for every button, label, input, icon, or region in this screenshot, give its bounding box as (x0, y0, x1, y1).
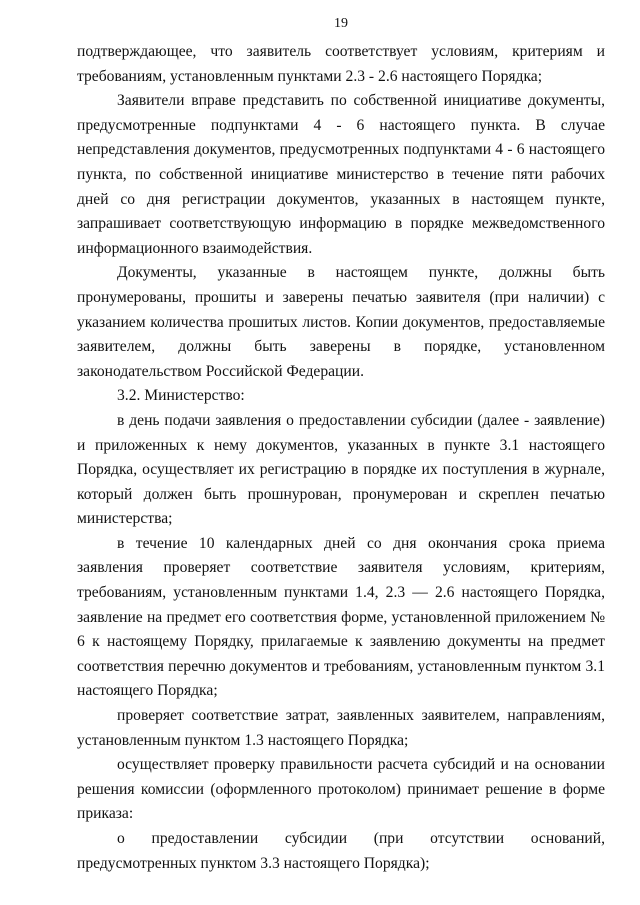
paragraph-confirmation: подтверждающее, что заявитель соответствует условиям, критериям и требованиям, установленным пунктами 2.3 - 2.6 настоящего Порядка; (77, 43, 605, 85)
paragraph-subsidy-grant: о предоставлении субсидии (при отсутствии оснований, предусмотренных пунктом 3.3 настоящего Порядка); (77, 830, 605, 872)
section-heading-3-2: 3.2. Министерство: (117, 387, 245, 405)
paragraph-documents-requirements: Документы, указанные в настоящем пункте, должны быть пронумерованы, прошиты и заверены печатью заявителя (при наличии) с указанием количества прошитых листов. Копии документов, предоставляемые заявителем, должны быть заверены в порядке, установленном законодательством Российской Федерации. (77, 264, 605, 380)
paragraph-costs-check: проверяет соответствие затрат, заявленных заявителем, направлениям, установленным пунктом 1.3 настоящего Порядка; (77, 707, 605, 749)
paragraph-verification: в течение 10 календарных дней со дня окончания срока приема заявления проверяет соответствие заявителя условиям, критериям, требованиям, установленным пунктами 1.4, 2.3 — 2.6 настоящего Порядка, заявление на предмет его соответствия форме, установленной приложением № 6 к настоящему Порядку, прилагаемые к заявлению документы на предмет соответствия перечню документов и требованиям, установленным пунктом 3.1 настоящего Порядка; (77, 534, 605, 700)
paragraph-calculation-check: осуществляет проверку правильности расчета субсидий и на основании решения комиссии (оформленного протоколом) принимает решение в форме приказа: (77, 756, 605, 823)
page-number: 19 (334, 16, 348, 31)
paragraph-applicants-right: Заявители вправе представить по собственной инициативе документы, предусмотренные подпунктами 4 - 6 настоящего пункта. В случае непредставления документов, предусмотренных подпунктами 4 - 6 настоящего пункта, по собственной инициативе министерство в течение пяти рабочих дней со дня регистрации документов, указанных в настоящем пункте, запрашивает соответствующую информацию в порядке межведомственного информационного взаимодействия. (77, 92, 605, 257)
document-body (77, 40, 605, 876)
paragraph-registration: в день подачи заявления о предоставлении субсидии (далее - заявление) и приложенных к нему документов, указанных в пункте 3.1 настоящего Порядка, осуществляет их регистрацию в порядке их поступления в журнале, который должен быть прошнурован, пронумерован и скреплен печатью министерства; (77, 411, 605, 528)
